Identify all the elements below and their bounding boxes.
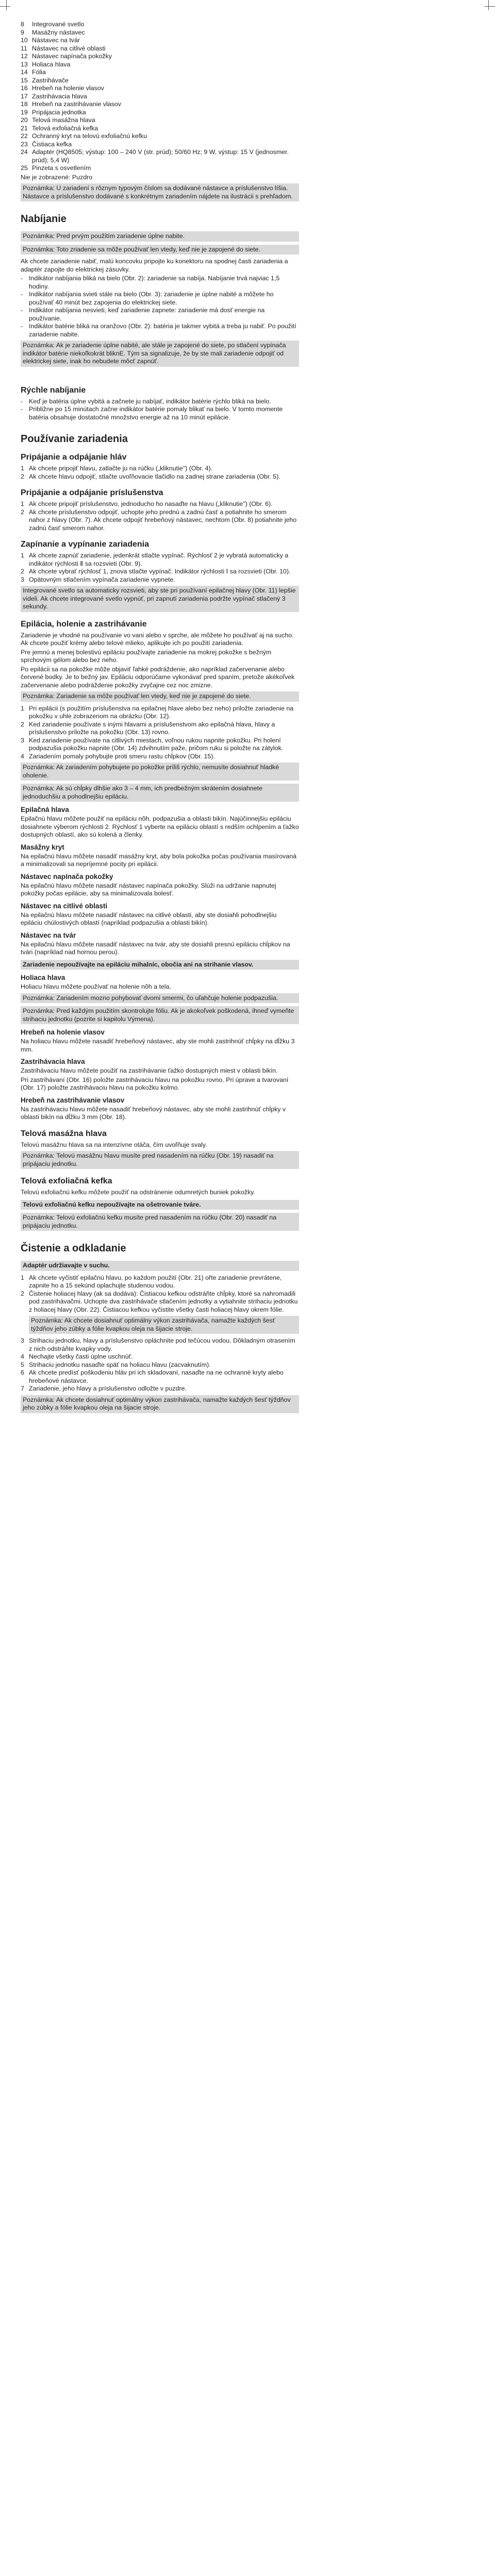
- crop-mark-top-left: [0, 6, 10, 7]
- charging-bullet: [21, 291, 299, 307]
- bullet-dash: -: [21, 323, 23, 330]
- list-number: 1: [21, 704, 24, 712]
- charging-intro: Ak chcete zariadenie nabiť, malú koncovku pripojte ku konektoru na spodnej časti zariadenia a adaptér zapojte do elektrickej zásuvky.: [21, 258, 288, 273]
- heading-epilation-head: Epilačná hlava: [21, 806, 69, 814]
- part-number: 18: [21, 100, 28, 108]
- list-number: 1: [21, 465, 24, 472]
- parts-list-item: [21, 100, 299, 109]
- part-name: Masážny nástavec: [32, 28, 85, 36]
- list-text: Ak chcete pripojiť hlavu, zatlačte ju na rúčku („kliknutie") (Obr. 4).: [29, 465, 213, 472]
- bullet-dash: -: [21, 405, 23, 413]
- list-number: 3: [21, 575, 24, 583]
- text-skin-stretcher: Na epilačnú hlavu môžete nasadiť nástavec napínača pokožky. Slúži na udržanie napnutej pokožky počas epilácie, aby sa minimalizovala bolesť.: [21, 882, 276, 897]
- parts-list-item: [21, 21, 299, 29]
- list-text: Ak chcete vyčistiť epilačnú hlavu, po každom použití (Obr. 21) ořte zariadenie prevrátene, zapnite ho a 15 sekúnd oplachujte studenou vodou.: [29, 1274, 282, 1289]
- parts-list-item: [21, 29, 299, 37]
- heads-step-list: [21, 465, 299, 481]
- part-name: Hrebeň na holenie vlasov: [32, 84, 104, 92]
- subsection-title-on-off: Zapínanie a vypínanie zariadenia: [21, 540, 149, 549]
- part-number: 16: [21, 84, 28, 92]
- bullet-text: Indikátor batérie bliká na oranžovo (Obr. 2): batéria je takmer vybitá a treba ju nabiť. Po použití zariadenie nabite.: [29, 323, 296, 338]
- cleaning-step: [21, 1361, 299, 1369]
- note-epilation-1: Poznámka: Zariadenie sa môže používať len vtedy, keď nie je zapojené do siete.: [21, 691, 299, 702]
- part-name: Pripájacia jednotka: [32, 108, 86, 116]
- text-body-massage: Telovú masážnu hlava sa na intenzívne otáča, čím uvoľňuje svaly.: [21, 1141, 207, 1148]
- text-massage-cap: Na epilačnú hlavu môžete nasadiť masážny kryt, aby bola pokožka počas používania masírovaná a minimalizovali sa nepríjemné pocity pri epilácii.: [21, 852, 296, 868]
- list-number: 1: [21, 1274, 24, 1281]
- bullet-text: Indikátor nabíjania bliká na bielo (Obr. 2): zariadenie sa nabíja. Nabíjanie trvá najviac 1,5 hodiny.: [29, 275, 280, 290]
- charging-bullet: [21, 275, 299, 291]
- part-name: Ochranný kryt na telovú exfoliačnú kefku: [32, 132, 147, 140]
- parts-list-item: [21, 141, 299, 149]
- parts-list-item: [21, 84, 299, 93]
- warning-face: Zariadenie nepoužívajte na epiláciu mihalníc, obočia ani na strihanie vlasov.: [21, 960, 299, 970]
- note-shaving-1: Poznámka: Zariadením mozno pohybovať dvomi smermi, čo uľahčuje holenie podpazušia.: [21, 993, 299, 1004]
- accessories-step: [21, 500, 299, 509]
- quick-charge-bullet: [21, 398, 299, 406]
- list-text: Pri epilácii (s použitím príslušenstva na epilačnej hlave alebo bez neho) priložte zariadenie na pokožku v uhle zobrazenom na obrázku (Obr. 12).: [29, 704, 294, 720]
- part-number: 9: [21, 28, 24, 36]
- part-number: 12: [21, 53, 28, 60]
- list-number: 2: [21, 508, 24, 516]
- part-name: Nástavec na citlivé oblasti: [32, 44, 106, 52]
- list-text: Ak chcete príslušenstvo odpojiť, uchopte jeho prednú a zadnú časť a potiahnite ho smerom nahor z hlavy (Obr. 7). Ak chcete odpojiť hrebeňový nástavec, nechtom (Obr. 8) potiahnite jeho zadnú časť smerom nahor.: [29, 508, 297, 532]
- part-name: Fólia: [32, 69, 46, 76]
- part-name: Holiaca hlava: [32, 60, 71, 68]
- parts-list-item: [21, 148, 299, 164]
- parts-list-item: [21, 69, 299, 77]
- list-number: 3: [21, 1337, 24, 1344]
- heading-sensitive-cap: Nástavec na citlivé oblasti: [21, 902, 108, 910]
- bullet-dash: -: [21, 275, 23, 282]
- text-trimmer-comb: Na zastrihávaciu hlavu môžete nasadiť hrebeňový nástavec, aby ste mohli zastrihnúť chĺpky v oblasti bikín na dĺžku 3 mm (Obr. 18).: [21, 1105, 286, 1121]
- note-charging-3: Poznámka: Ak je zariadenie úplne nabité, ale stále je zapojené do siete, po stlačení vypínača indikátor batérie niekoľkokrát bliknE. Tým sa signalizuje, že by ste mali zariadenie odpojiť od elektrickej siete, inak ho nebudete môcť zapnúť.: [21, 341, 299, 367]
- list-text: Čistenie holiacej hlavy (ak sa dodáva): Čistiacou kefkou odstráňte chĺpky, ktoré sa nahromadili pod zastrihávačmi. Uchopte dva zastrihávače stlačením jednotky a vytiahnite strihaciu jednotku z holiacej hlavy (Obr. 22). Čistiacou kefkou vyčistite všetky časti holiacej hlavy okrem fólie.: [29, 1290, 298, 1313]
- part-name: Telová masážna hlava: [32, 116, 95, 124]
- part-number: 8: [21, 21, 24, 28]
- parts-list: [21, 21, 299, 173]
- heads-step: [21, 473, 299, 481]
- on-off-step: [21, 576, 299, 584]
- part-number: 13: [21, 60, 28, 68]
- list-text: Strihaciu jednotku, hlavy a príslušenstvo opláchnite pod tečúcou vodou. Dôkladným otrasením z nich odstráňte kvapky vody.: [29, 1337, 295, 1352]
- list-text: Ak chcete predísť poškodeniu hláv pri ich skladovaní, nasaďte na ne ochranné kryty alebo hrebeňové nástavce.: [29, 1369, 284, 1384]
- part-number: 21: [21, 124, 28, 132]
- manual-page: [21, 21, 299, 1416]
- note-charging-2: Poznámka: Toto zriadenie sa môže používať len vtedy, keď nie je zapojené do siete.: [21, 245, 299, 255]
- parts-list-item: [21, 93, 299, 101]
- subsection-title-body-massage: Telová masážna hlava: [21, 1129, 107, 1138]
- part-number: 23: [21, 140, 28, 148]
- list-text: Ak chcete hlavu odpojiť, stlačte uvoľňovacie tlačidlo na zadnej strane zariadenia (Obr. 5).: [29, 472, 280, 480]
- bullet-text: Keď je batéria úplne vybitá a začnete ju nabíjať, indikátor batérie rýchlo bliká na bielo.: [29, 397, 271, 405]
- quick-charge-bullet-list: [21, 398, 299, 422]
- epilation-paragraph-1: Zariadenie je vhodné na používanie vo vani alebo v sprche, ale môžete ho používať aj na sucho. Ak chcete použiť krémy alebo telové mlieko, aplikujte ich po použití zariadenia.: [21, 631, 294, 647]
- cleaning-step: [21, 1353, 299, 1361]
- bullet-dash: -: [21, 291, 23, 298]
- section-title-cleaning: Čistenie a odkladanie: [21, 1243, 126, 1254]
- list-text: Ak chcete vybrať rýchlosť 1, znova stlačte vypínač. Indikátor rýchlosti Ⅰ sa rozsvieti (Obr. 10).: [29, 568, 291, 575]
- subsection-title-accessories: Pripájanie a odpájanie príslušenstva: [21, 488, 163, 497]
- note-body-brush: Poznámka: Telovú exfoliačnú kefku musíte pred nasadením na rúčku (Obr. 20) nasadiť na pripájaciu jednotku.: [21, 1213, 299, 1231]
- text-sensitive-cap: Na epilačnú hlavu môžete nasadiť nástavec na citlivé oblasti, aby ste dosiahli pohodlnejšiu epiláciu chúlostivých oblastí (napríklad podpazušia a oblasti bikín).: [21, 911, 277, 926]
- list-text: Nechajte všetky časti úplne uschnúť.: [29, 1353, 133, 1360]
- list-number: 4: [21, 752, 24, 760]
- on-off-step: [21, 552, 299, 568]
- text-face-cap: Na epilačnú hlavu môžete nasadiť nástavec na tvár, aby ste dosiahli presnú epiláciu chĺpkov na tvári (napríklad nad hornou perou).: [21, 940, 290, 956]
- text-body-brush: Telovú exfoliačnú kefku môžete použiť na odstránenie odumretých buniek pokožky.: [21, 1189, 255, 1196]
- text-shaver-comb: Na holiacu hlavu môžete nasadiť hrebeňový nástavec, aby ste mohli zastrihnúť chĺpky na dĺžku 3 mm.: [21, 1038, 295, 1053]
- subsection-title-heads: Pripájanie a odpájanie hláv: [21, 453, 127, 462]
- note-epilation-2: Poznámka: Ak zariadením pohybujete po pokožke príliš rýchlo, nemusíte dosiahnuť hladké oholenie.: [21, 762, 299, 781]
- crop-mark-top-left: [6, 0, 7, 10]
- cleaning-step-list: [21, 1274, 299, 1393]
- part-number: 15: [21, 76, 28, 84]
- crop-mark-top-right: [485, 6, 495, 7]
- epilation-step: [21, 721, 299, 737]
- list-text: Opätovným stlačením vypínača zariadenie vypnete.: [29, 575, 175, 583]
- list-text: Strihaciu jednotku nasaďte späť na holiacu hlavu (zacvaknutím).: [29, 1361, 211, 1368]
- epilation-step: [21, 737, 299, 753]
- parts-list-item: [21, 45, 299, 53]
- list-text: Ak chcete pripojiť príslušenstvo, jednoducho ho nasaďte na hlavu („kliknutie") (Obr. 6).: [29, 500, 273, 507]
- on-off-step: [21, 568, 299, 576]
- part-name: Nástavec napínača pokožky: [32, 53, 112, 60]
- list-number: 1: [21, 500, 24, 507]
- part-name: Pinzeta s osvetlením: [32, 164, 91, 172]
- part-name: Telová exfoliačná kefka: [32, 124, 98, 132]
- parts-list-item: [21, 116, 299, 125]
- note-charging-1: Poznámka: Pred prvým použitím zariadenie úplne nabite.: [21, 231, 299, 242]
- parts-list-item: [21, 164, 299, 173]
- list-text: Ked zariadenie používate s inými hlavami a príslušenstvom ako epilačná hlava, hlavy a príslušenstvo priložte na pokožku (Obr. 13) rovno.: [29, 720, 275, 736]
- epilation-step: [21, 705, 299, 721]
- on-off-step-list: [21, 552, 299, 584]
- note-epilation-3: Poznámka: Ak sú chĺpky dlhšie ako 3 – 4 mm, ich predbežným skrátením dosiahnete jednoduchšiu a pohodlnejšiu epiláciu.: [21, 784, 299, 802]
- heading-skin-stretcher: Nástavec napínača pokožky: [21, 872, 113, 880]
- list-number: 2: [21, 1290, 24, 1297]
- part-name: Hrebeň na zastrihávanie vlasov: [32, 100, 121, 108]
- subsection-title-quick-charge: Rýchle nabíjanie: [21, 385, 86, 395]
- crop-mark-top-right: [488, 0, 489, 10]
- list-number: 1: [21, 552, 24, 559]
- parts-list-item: [21, 77, 299, 85]
- part-name: Zastrihávače: [32, 76, 69, 84]
- subsection-title-epilation: Epilácia, holenie a zastrihávanie: [21, 619, 147, 629]
- cleaning-note: Poznámka: Ak chcete dosiahnuť optimálny výkon zastrihávača, namažte každých šesť týždňov jeho zúbky a fólie kvapkou oleja na šijacie stroje.: [29, 1316, 299, 1334]
- cleaning-step: [21, 1369, 299, 1385]
- not-shown-text: Nie je zobrazené: Puzdro: [21, 173, 93, 181]
- list-text: Zariadením pomaly pohybujte proti smeru rastu chĺpkov (Obr. 15).: [29, 752, 215, 760]
- charging-bullet-list: [21, 275, 299, 338]
- bullet-text: Indikátor nabíjania svieti stále na bielo (Obr. 3): zariadenie je úplne nabité a môžete ho používať 40 minút bez zapojenia do elektrickej siete.: [29, 291, 274, 306]
- heading-trimmer-comb: Hrebeň na zastrihávanie vlasov: [21, 1096, 125, 1104]
- part-name: Adaptér (HQ8505; výstup: 100 – 240 V (str. prúd); 50/60 Hz; 9 W, výstup: 15 V (jednosmer. prúd); 5,4 W): [32, 148, 289, 164]
- parts-list-item: [21, 109, 299, 117]
- text-shaving-head: Holiacu hlavu môžete používať na holenie nôh a tela.: [21, 983, 171, 990]
- note-integrated-light: Integrované svetlo sa automaticky rozsvieti, aby ste pri používaní epilačnej hlavy (Obr. 11) lepšie videli. Ak chcete integrované svetlo vypnúť, pri zapnutí zariadenia podržte vypínač stlačený 3 sekundy.: [21, 586, 299, 612]
- part-number: 24: [21, 148, 28, 156]
- charging-bullet: [21, 307, 299, 323]
- list-number: 4: [21, 1353, 24, 1360]
- heading-shaving-head: Holiaca hlava: [21, 974, 65, 981]
- text-trimming-head: Zastrihávaciu hlavu môžete použiť na zastrihávanie ťažko dostupných miest v oblasti bikín.: [21, 1067, 278, 1074]
- warning-adapter-dry: Adaptér udržiavajte v suchu.: [21, 1261, 299, 1271]
- quick-charge-bullet: [21, 405, 299, 421]
- cleaning-step: [21, 1385, 299, 1393]
- accessories-step: [21, 509, 299, 533]
- list-text: Ak chcete zapnúť zariadenie, jedenkrát stlačte vypínač. Rýchlosť 2 je vybratá automaticky a indikátor rýchlosti Ⅱ sa rozsvieti (Obr. 9).: [29, 552, 289, 567]
- note-cleaning-end: Poznámka: Ak chcete dosiahnuť optimálny výkon zastrihávača, namažte každých šesť týždňov jeho zúbky a fólie kvapkou oleja na šijacie stroje.: [21, 1395, 299, 1413]
- part-number: 11: [21, 44, 27, 52]
- parts-list-item: [21, 125, 299, 133]
- note-shaving-2: Poznámka: Pred každým použitím skontrolujte fóliu. Ak je akokoľvek poškodená, ihneď vymeňte strihaciu jednotku (pozrite si kapitolu Výmena).: [21, 1006, 299, 1024]
- note-parts: Poznámka: U zariadení s rôznym typovým číslom sa dodávané nástavce a príslušenstvo líšia. Nástavce a príslušenstvo dodávané s konkrétnym zariadením nájdete na ilustrácii s prehľadom.: [21, 183, 299, 201]
- heads-step: [21, 465, 299, 473]
- section-title-usage: Používanie zariadenia: [21, 433, 128, 445]
- bullet-text: Indikátor nabíjania nesvieti, keď zariadenie zapnete: zariadenie má dosť energie na používanie.: [29, 307, 265, 322]
- part-number: 22: [21, 132, 28, 140]
- charging-bullet: [21, 323, 299, 338]
- parts-list-item: [21, 132, 299, 141]
- bullet-text: Približne po 15 minútach začne indikátor batérie pomaly blikať na bielo. V tomto momente batéria obsahuje dostatočné množstvo energie až na 10 minút epilácie.: [29, 405, 283, 421]
- list-number: 2: [21, 568, 24, 575]
- part-number: 17: [21, 92, 28, 100]
- parts-list-item: [21, 61, 299, 69]
- heading-trimming-head: Zastrihávacia hlava: [21, 1058, 85, 1065]
- section-title-charging: Nabíjanie: [21, 213, 67, 225]
- part-number: 19: [21, 108, 28, 116]
- epilation-step-list: [21, 705, 299, 761]
- epilation-paragraph-3: Po epilácii sa na pokožke môže objaviť ľahké podráždenie, ako napríklad začervenanie alebo červené bodky. Je to bežný jav. Epiláciu odporúčame vykonávať pred spaním, pretože akékoľvek začervenanie alebo podráždenie pokožky zvyčajne cez noc zmizne.: [21, 665, 295, 689]
- warning-body-brush: Telovú exfoliačnú kefku nepoužívajte na ošetrovanie tváre.: [21, 1200, 299, 1210]
- bullet-dash: -: [21, 307, 23, 314]
- cleaning-step: [21, 1290, 299, 1314]
- epilation-step: [21, 753, 299, 761]
- part-number: 25: [21, 164, 28, 172]
- cleaning-step: [21, 1274, 299, 1290]
- epilation-paragraph-2: Pre jemnú a menej bolestivú epiláciu používajte zariadenie na mokrej pokožke s bežným sprchovým gélom alebo bez neho.: [21, 648, 272, 664]
- part-name: Integrované svetlo: [32, 21, 85, 28]
- part-name: Čistiaca kefka: [32, 140, 72, 148]
- list-number: 6: [21, 1369, 24, 1376]
- bullet-dash: -: [21, 397, 23, 405]
- heading-face-cap: Nástavec na tvár: [21, 931, 76, 939]
- parts-list-item: [21, 37, 299, 45]
- part-number: 20: [21, 116, 28, 124]
- list-text: Zariadenie, jeho hlavy a príslušenstvo odložte v puzdre.: [29, 1385, 187, 1392]
- heading-massage-cap: Masážny kryt: [21, 843, 64, 851]
- part-name: Zastrihávacia hlava: [32, 92, 87, 100]
- list-text: Ked zariadenie používate na citlivých miestach, voľnou rukou napnite pokožku. Pri holení podpazušia pokožku napnite (Obr. 14) zdvihnutím paže, pričom ruku si položte na zátylok.: [29, 736, 284, 752]
- part-number: 14: [21, 69, 28, 76]
- list-number: 2: [21, 720, 24, 728]
- subsection-title-body-brush: Telová exfoliačná kefka: [21, 1177, 112, 1185]
- text-trimming-head-2: Pri zastrihávaní (Obr. 16) položte zastrihávaciu hlavu na pokožku rovno. Pri úprave a tvarovaní (Obr. 17) položte zastrihávaciu hlavu na pokožku kolmo.: [21, 1076, 289, 1091]
- list-number: 3: [21, 736, 24, 744]
- list-number: 7: [21, 1385, 24, 1392]
- parts-list-item: [21, 53, 299, 61]
- heading-shaver-comb: Hrebeň na holenie vlasov: [21, 1028, 105, 1036]
- part-number: 10: [21, 37, 28, 44]
- accessories-step-list: [21, 500, 299, 532]
- cleaning-step: [21, 1337, 299, 1353]
- part-name: Nástavec na tvár: [32, 37, 80, 44]
- text-epilation-head: Epilačnú hlavu môžete použiť na epiláciu nôh, podpazušia a oblasti bikín. Najúčinnejšiu epiláciu dosiahnete výberom rýchlosti 2. Rýchlosť 1 vyberte na epiláciu oblastí s redším ochlpením a ťažko dostupných oblastí, ako sú kolená a členky.: [21, 815, 299, 838]
- note-body-massage: Poznámka: Telovú masážnu hlavu musíte pred nasadením na rúčku (Obr. 19) nasadiť na pripájaciu jednotku.: [21, 1151, 299, 1169]
- list-number: 5: [21, 1361, 24, 1368]
- list-number: 2: [21, 472, 24, 480]
